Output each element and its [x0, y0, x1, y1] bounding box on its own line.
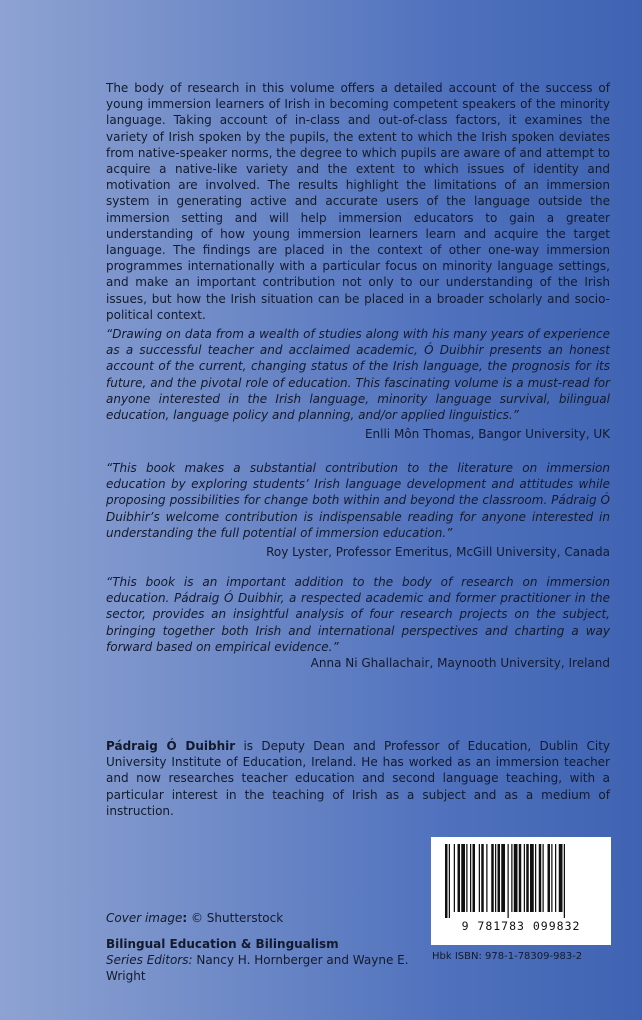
- barcode-bar: [445, 844, 448, 918]
- series-name: Bilingual Education & Bilingualism: [106, 937, 339, 951]
- series-editors: Nancy H. Hornberger and Wayne E. Wright: [106, 953, 409, 983]
- barcode-bar: [543, 844, 544, 912]
- author-bio: [106, 738, 610, 819]
- barcode-bar: [470, 844, 471, 912]
- barcode-bar: [501, 844, 505, 912]
- barcode-bar: [454, 844, 455, 912]
- series-info: [106, 936, 426, 984]
- barcode-bar: [551, 844, 552, 912]
- barcode-bar: [559, 844, 563, 912]
- barcode-bar: [539, 844, 542, 912]
- cover-credit: [106, 910, 406, 926]
- barcode-bar: [535, 844, 536, 912]
- barcode-bar: [473, 844, 476, 912]
- barcode-bar: [530, 844, 534, 912]
- endorsement-attribution: Roy Lyster, Professor Emeritus, McGill University, Canada: [266, 545, 610, 560]
- barcode-bar: [486, 844, 487, 912]
- barcode-bars: [445, 844, 597, 918]
- isbn-number: Hbk ISBN: 978-1-78309-983-2: [432, 951, 583, 962]
- endorsement-quote: “This book is an important addition to the body of research on immersion education. Pádraig Ó Duibhir, a respected academic and former practitioner in the sector, provides an insightful analysis of four research projects on the subject, bringing together both Irish and international perspectives and charting a way forward based on empirical evidence.”: [106, 575, 610, 654]
- endorsement-2: [106, 460, 610, 560]
- barcode-bar: [524, 844, 525, 912]
- barcode-digits: 9 781783 099832: [461, 919, 581, 933]
- blurb-paragraph: The body of research in this volume offers a detailed account of the success of young immersion learners of Irish in becoming competent speakers of the minority language. Taking account of in-class and out-of-class factors, it examines the variety of Irish spoken by the pupils, the extent to which the Irish spoken deviates from native-speaker norms, the degree to which pupils are aware of and attempt to acquire a native-like variety and the extent to which issues of identity and motivation are involved. The results highlight the limitations of an immersion system in generating active and accurate users of the language outside the immersion setting and will help immersion educators to gain a greater understanding of how young immersion learners learn and acquire the target language. The findings are placed in the context of other one-way immersion programmes internationally with a particular focus on minority language settings, and make an important contribution not only to our understanding of the Irish issues, but how the Irish situation can be placed in a broader scholarly and socio-political context.: [106, 81, 610, 322]
- author-bio-text: is Deputy Dean and Professor of Education, Dublin City University Institute of Education, Ireland. He has worked as an immersion teacher and now researches teacher education and second language teaching, with a particular interest in the teaching of Irish as a subject and as a medium of instruction.: [106, 739, 610, 818]
- endorsement-quote: “Drawing on data from a wealth of studies along with his many years of experience as a successful teacher and acclaimed academic, Ó Duibhir presents an honest account of the current, changing status of the Irish language, the prognosis for its future, and the pivotal role of education. This fascinating volume is a must-read for anyone interested in the Irish language, minority language survival, bilingual education, language policy and planning, and/or applied linguistics.”: [106, 327, 610, 423]
- endorsement-1: [106, 326, 610, 442]
- series-editors-label: Series Editors:: [106, 953, 193, 967]
- barcode-bar: [491, 844, 494, 912]
- barcode-bar: [555, 844, 556, 912]
- barcode-bar: [548, 844, 551, 912]
- cover-credit-colon: :: [182, 911, 188, 925]
- barcode-bar: [466, 844, 467, 912]
- barcode-bar: [511, 844, 512, 912]
- barcode-bar: [498, 844, 501, 912]
- barcode-bar: [461, 844, 465, 912]
- barcode-bar: [508, 844, 509, 918]
- cover-credit-label: Cover image: [106, 911, 183, 925]
- cover-credit-source: © Shutterstock: [187, 911, 284, 925]
- barcode-bar: [495, 844, 496, 912]
- barcode-bar: [519, 844, 522, 912]
- endorsement-attribution: Enlli Môn Thomas, Bangor University, UK: [364, 427, 610, 442]
- barcode-bar: [458, 844, 461, 912]
- barcode-bar: [449, 844, 450, 918]
- author-name: Pádraig Ó Duibhir: [106, 739, 236, 753]
- barcode-bar: [526, 844, 529, 912]
- barcode: [431, 837, 611, 945]
- barcode-bar: [481, 844, 484, 912]
- endorsement-3: [106, 574, 610, 671]
- barcode-bar: [479, 844, 480, 912]
- endorsement-attribution: Anna Ni Ghallachair, Maynooth University, Ireland: [310, 656, 610, 671]
- barcode-bar: [514, 844, 518, 912]
- endorsement-quote: “This book makes a substantial contribution to the literature on immersion education by exploring students’ Irish language development and attitudes while proposing possibilities for change both within and beyond the classroom. Pádraig Ó Duibhir’s welcome contribution is indispensable reading for anyone interested in understanding the full potential of immersion education.”: [106, 461, 610, 540]
- barcode-bar: [564, 844, 565, 918]
